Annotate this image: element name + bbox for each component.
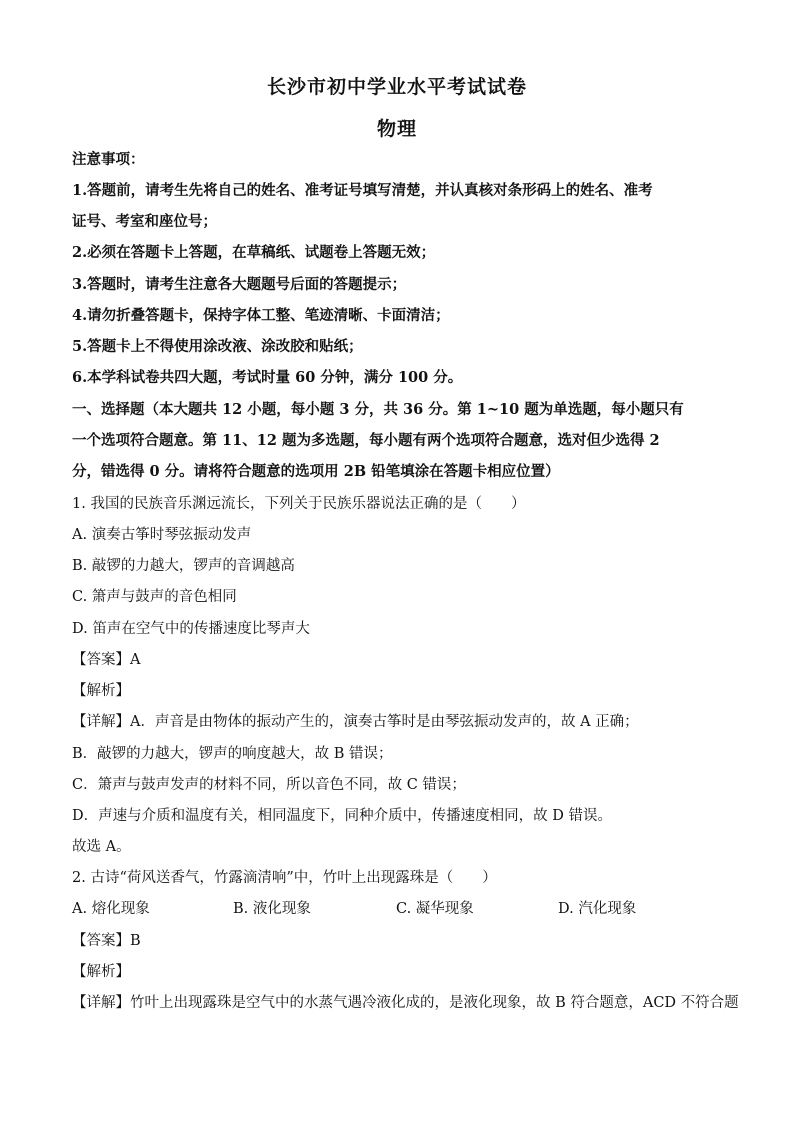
question-1-answer: 【答案】A bbox=[72, 652, 141, 668]
notice-item: 3.答题时，请考生注意各大题题号后面的答题提示； bbox=[72, 276, 407, 293]
question-2-option-d: D. 汽化现象 bbox=[558, 901, 637, 917]
notice-item: 1.答题前，请考生先将自己的姓名、准考证号填写清楚，并认真核对条形码上的姓名、准考 bbox=[72, 182, 653, 199]
notice-item: 4.请勿折叠答题卡，保持字体工整、笔迹清晰、卡面清洁； bbox=[72, 307, 450, 324]
notice-heading: 注意事项： bbox=[72, 151, 145, 168]
question-1-analysis-label: 【解析】 bbox=[72, 683, 130, 699]
question-2-option-c: C. 凝华现象 bbox=[396, 901, 474, 917]
question-1-detail: B．敲锣的力越大，锣声的响度越大，故 B 错误； bbox=[72, 746, 393, 762]
question-2-option-a: A. 熔化现象 bbox=[72, 901, 150, 917]
question-2-stem: 2. 古诗“荷风送香气，竹露滴清响”中，竹叶上出现露珠是（ ） bbox=[72, 870, 497, 886]
subject-title: 物理 bbox=[376, 118, 417, 140]
question-1-option-d: D. 笛声在空气中的传播速度比琴声大 bbox=[72, 621, 310, 637]
question-1-detail: C．箫声与鼓声发声的材料不同，所以音色不同，故 C 错误； bbox=[72, 777, 466, 793]
question-1-detail: 故选 A。 bbox=[72, 839, 131, 855]
question-2-option-b: B. 液化现象 bbox=[233, 901, 311, 917]
notice-item: 证号、考室和座位号； bbox=[72, 213, 217, 230]
question-1-detail: 【详解】A．声音是由物体的振动产生的，演奏古筝时是由琴弦振动发声的，故 A 正确； bbox=[72, 714, 639, 730]
question-1-stem: 1. 我国的民族音乐渊远流长，下列关于民族乐器说法正确的是（ ） bbox=[72, 496, 526, 512]
question-1-option-b: B. 敲锣的力越大，锣声的音调越高 bbox=[72, 558, 295, 574]
question-1-option-c: C. 箫声与鼓声的音色相同 bbox=[72, 589, 237, 605]
question-2-answer: 【答案】B bbox=[72, 933, 141, 949]
notice-item: 6.本学科试卷共四大题，考试时量 60 分钟，满分 100 分。 bbox=[72, 369, 463, 386]
section-heading: 一个选项符合题意。第 11、12 题为多选题，每小题有两个选项符合题意，选对但少选得 2 bbox=[72, 432, 660, 449]
exam-title: 长沙市初中学业水平考试试卷 bbox=[266, 76, 527, 98]
section-heading: 分，错选得 0 分。请将符合题意的选项用 2B 铅笔填涂在答题卡相应位置） bbox=[72, 463, 560, 480]
section-heading: 一、选择题（本大题共 12 小题，每小题 3 分，共 36 分。第 1~10 题为单选题，每小题只有 bbox=[72, 401, 684, 418]
question-1-option-a: A. 演奏古筝时琴弦振动发声 bbox=[72, 527, 252, 543]
question-2-detail: 【详解】竹叶上出现露珠是空气中的水蒸气遇冷液化成的，是液化现象，故 B 符合题意，ACD 不符合题 bbox=[72, 995, 739, 1011]
notice-item: 2.必须在答题卡上答题，在草稿纸、试题卷上答题无效； bbox=[72, 244, 436, 261]
question-2-analysis-label: 【解析】 bbox=[72, 964, 130, 980]
notice-item: 5.答题卡上不得使用涂改液、涂改胶和贴纸； bbox=[72, 338, 363, 355]
question-1-detail: D．声速与介质和温度有关，相同温度下，同种介质中，传播速度相同，故 D 错误。 bbox=[72, 808, 612, 824]
